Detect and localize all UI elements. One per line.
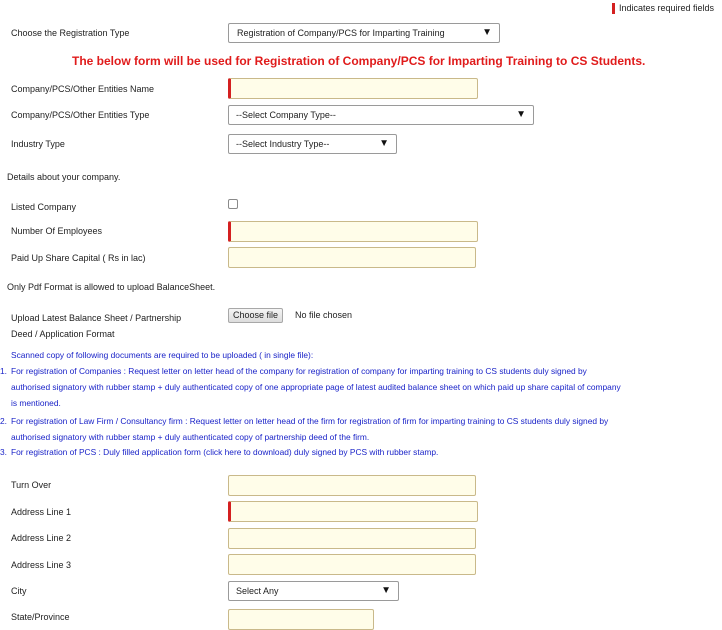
chevron-down-icon: ▼ bbox=[516, 109, 526, 120]
state-label: State/Province bbox=[11, 612, 70, 622]
note-2-number: 2. bbox=[0, 416, 7, 426]
listed-company-label: Listed Company bbox=[11, 202, 77, 212]
pdf-format-note: Only Pdf Format is allowed to upload BalanceSheet. bbox=[7, 282, 216, 292]
address3-input[interactable] bbox=[228, 554, 476, 575]
num-employees-label: Number Of Employees bbox=[11, 226, 103, 236]
note-2-line2: authorised signatory with rubber stamp + duly authenticated copy of partnership deed of the firm. bbox=[11, 432, 370, 442]
num-employees-input[interactable] bbox=[228, 221, 478, 242]
share-capital-label: Paid Up Share Capital ( Rs in lac) bbox=[11, 253, 146, 263]
turnover-input[interactable] bbox=[228, 475, 476, 496]
turnover-label: Turn Over bbox=[11, 480, 52, 490]
details-heading: Details about your company. bbox=[7, 172, 121, 182]
entity-type-label: Company/PCS/Other Entities Type bbox=[11, 110, 150, 120]
entity-name-input[interactable] bbox=[228, 78, 478, 99]
city-label: City bbox=[11, 586, 27, 596]
note-1-line3: is mentioned. bbox=[11, 398, 61, 408]
upload-label-line1: Upload Latest Balance Sheet / Partnership bbox=[11, 313, 182, 323]
state-select[interactable] bbox=[228, 609, 374, 630]
address2-label: Address Line 2 bbox=[11, 533, 72, 543]
required-legend: Indicates required fields bbox=[612, 3, 714, 14]
note-1-number: 1. bbox=[0, 366, 7, 376]
upload-label-line2: Deed / Application Format bbox=[11, 329, 115, 339]
notes-intro: Scanned copy of following documents are required to be uploaded ( in single file): bbox=[11, 350, 314, 360]
registration-type-label: Choose the Registration Type bbox=[11, 28, 130, 38]
note-1-line2: authorised signatory with rubber stamp + duly authenticated copy of one appropriate page of latest audited balance sheet on which paid up share capital of company bbox=[11, 382, 621, 392]
file-status: No file chosen bbox=[295, 310, 353, 320]
required-marker-icon bbox=[612, 3, 615, 14]
note-2-line1: For registration of Law Firm / Consultancy firm : Request letter on letter head of the firm for registration of firm for imparting training to CS students duly signed by bbox=[11, 416, 609, 426]
address1-label: Address Line 1 bbox=[11, 507, 72, 517]
note-3-line1: For registration of PCS : Duly filled application form (click here to download) duly signed by PCS with rubber stamp. bbox=[11, 447, 439, 457]
note-3-number: 3. bbox=[0, 447, 7, 457]
page-heading: The below form will be used for Registration of Company/PCS for Imparting Training to CS Students. bbox=[72, 54, 646, 68]
entity-type-select[interactable]: --Select Company Type-- ▼ bbox=[228, 105, 534, 125]
chevron-down-icon: ▼ bbox=[379, 138, 389, 149]
listed-company-checkbox[interactable] bbox=[228, 199, 238, 209]
registration-type-select[interactable]: Registration of Company/PCS for Imparting Training ▼ bbox=[228, 23, 500, 43]
choose-file-button[interactable]: Choose file bbox=[228, 308, 283, 323]
chevron-down-icon: ▼ bbox=[482, 27, 492, 38]
chevron-down-icon: ▼ bbox=[381, 585, 391, 596]
address1-input[interactable] bbox=[228, 501, 478, 522]
share-capital-input[interactable] bbox=[228, 247, 476, 268]
entity-name-label: Company/PCS/Other Entities Name bbox=[11, 84, 155, 94]
industry-type-label: Industry Type bbox=[11, 139, 65, 149]
address2-input[interactable] bbox=[228, 528, 476, 549]
industry-type-select[interactable]: --Select Industry Type-- ▼ bbox=[228, 134, 397, 154]
address3-label: Address Line 3 bbox=[11, 560, 72, 570]
note-1-line1: For registration of Companies : Request letter on letter head of the company for registration of company for imparting training to CS students duly signed by bbox=[11, 366, 587, 376]
city-select[interactable]: Select Any ▼ bbox=[228, 581, 399, 601]
